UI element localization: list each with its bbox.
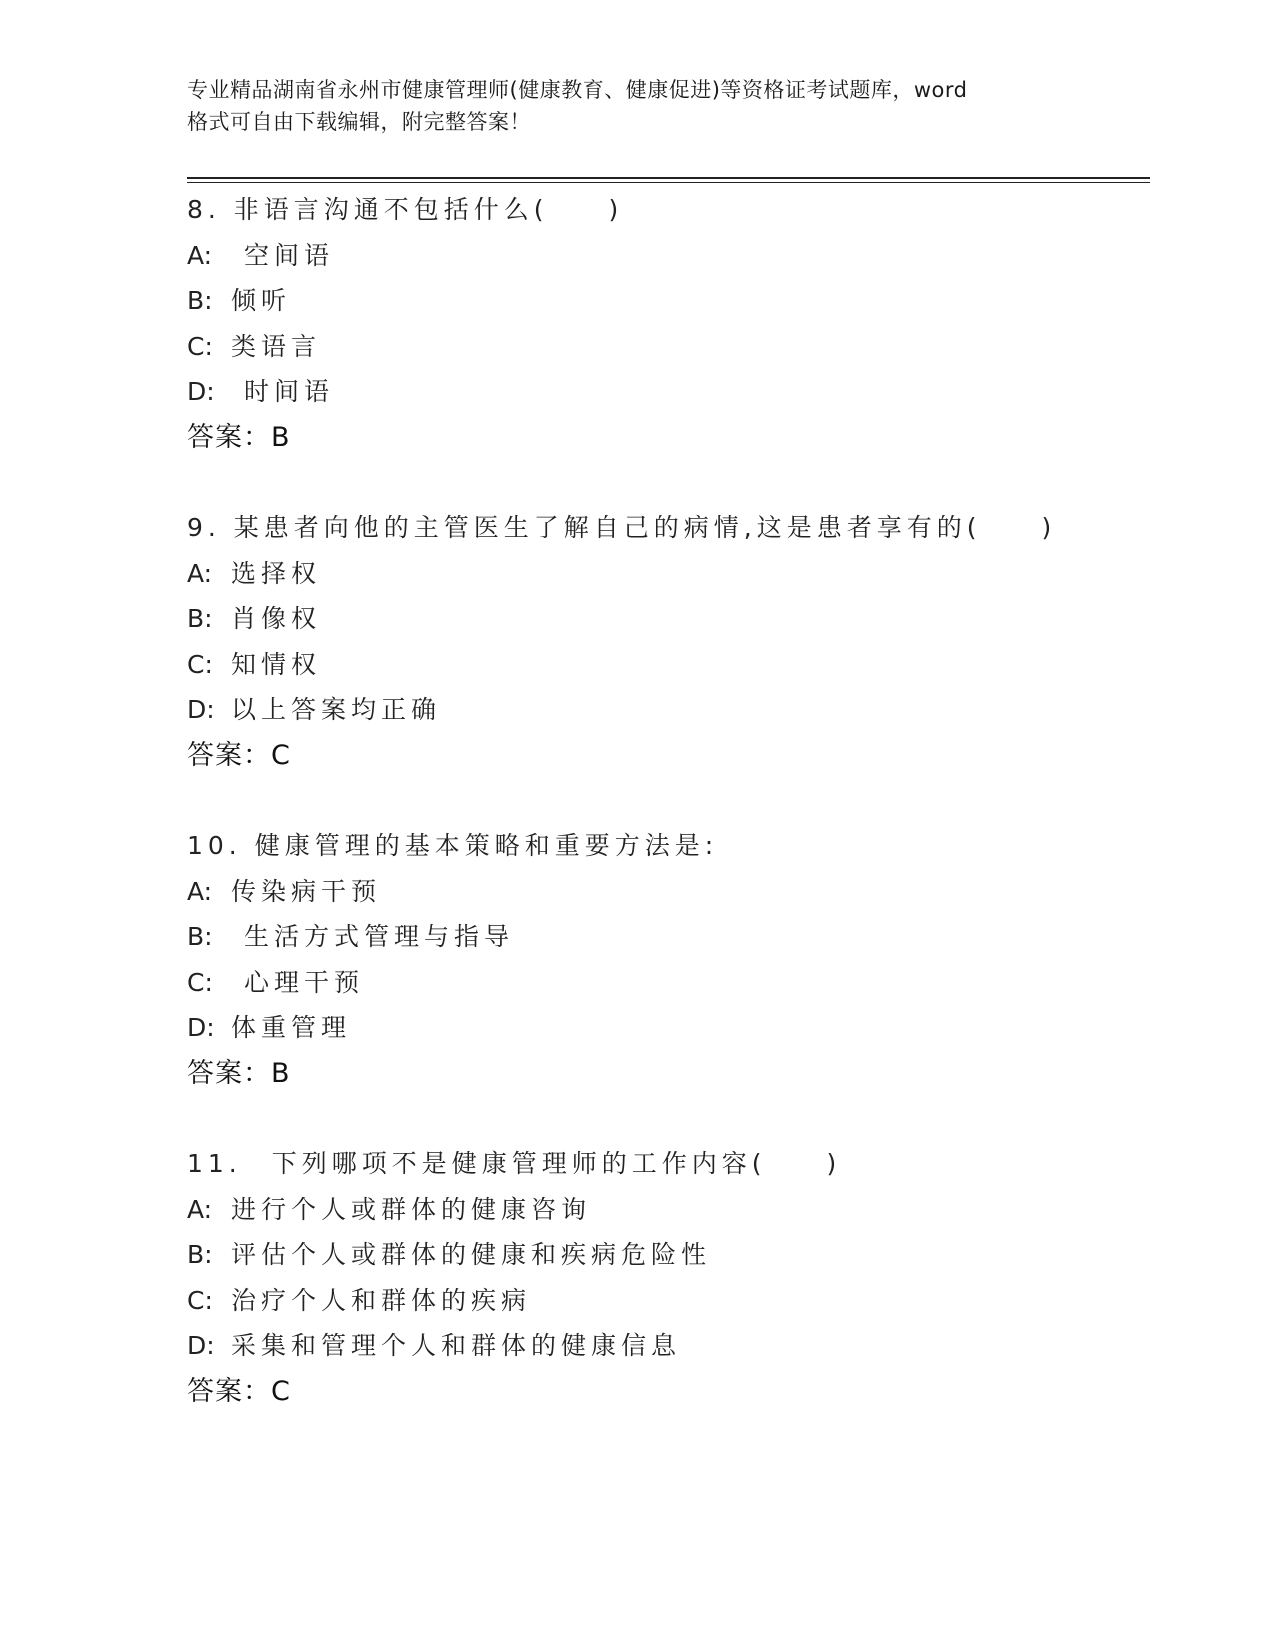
option-letter: A: xyxy=(187,1194,213,1224)
question-block xyxy=(187,187,1187,461)
question-block xyxy=(187,823,1187,1097)
option-a xyxy=(187,869,1187,915)
option-text: 倾听 xyxy=(231,286,292,316)
option-letter: B: xyxy=(187,604,213,634)
option-letter: C: xyxy=(187,649,213,679)
header-divider-thick xyxy=(187,177,1150,179)
option-c xyxy=(187,642,1187,688)
option-text: 空间语 xyxy=(231,240,334,270)
option-text: 时间语 xyxy=(231,377,334,407)
option-text: 以上答案均正确 xyxy=(231,695,442,725)
answer-label: 答案：C xyxy=(187,739,291,771)
option-b xyxy=(187,596,1187,642)
option-letter: A: xyxy=(187,876,213,906)
option-letter: B: xyxy=(187,1240,213,1270)
option-letter: D: xyxy=(187,377,215,407)
answer-label: 答案：B xyxy=(187,421,291,453)
option-c xyxy=(187,960,1187,1006)
option-text: 肖像权 xyxy=(231,604,322,634)
option-d xyxy=(187,369,1187,415)
header-line-1: 专业精品湖南省永州市健康管理师(健康教育、健康促进)等资格证考试题库，word xyxy=(187,78,968,102)
option-d xyxy=(187,1005,1187,1051)
option-text: 生活方式管理与指导 xyxy=(231,922,514,952)
answer-label: 答案：B xyxy=(187,1057,291,1089)
option-d xyxy=(187,1323,1187,1369)
option-a xyxy=(187,551,1187,597)
question-title: 8. 非语言沟通不包括什么( ) xyxy=(187,195,624,224)
option-c xyxy=(187,324,1187,370)
option-d xyxy=(187,687,1187,733)
option-text: 采集和管理个人和群体的健康信息 xyxy=(231,1331,682,1361)
option-text: 心理干预 xyxy=(231,967,364,997)
option-letter: C: xyxy=(187,1285,213,1315)
option-b xyxy=(187,914,1187,960)
option-text: 选择权 xyxy=(231,558,322,588)
option-text: 体重管理 xyxy=(231,1013,352,1043)
option-letter: C: xyxy=(187,331,213,361)
header-line-2: 格式可自由下载编辑，附完整答案！ xyxy=(187,110,531,134)
option-b xyxy=(187,1232,1187,1278)
option-c xyxy=(187,1278,1187,1324)
document-header xyxy=(187,74,1087,138)
option-text: 传染病干预 xyxy=(231,876,382,906)
option-text: 进行个人或群体的健康咨询 xyxy=(231,1194,592,1224)
option-letter: D: xyxy=(187,1013,215,1043)
option-text: 知情权 xyxy=(231,649,322,679)
option-letter: B: xyxy=(187,922,213,952)
question-block xyxy=(187,1141,1187,1415)
option-text: 类语言 xyxy=(231,331,322,361)
option-letter: D: xyxy=(187,1331,215,1361)
option-letter: C: xyxy=(187,967,213,997)
option-b xyxy=(187,278,1187,324)
option-letter: A: xyxy=(187,558,213,588)
option-letter: A: xyxy=(187,240,213,270)
question-block xyxy=(187,505,1187,779)
header-divider-thin xyxy=(187,182,1150,183)
question-title: 11. 下列哪项不是健康管理师的工作内容( ) xyxy=(187,1149,842,1178)
option-text: 评估个人或群体的健康和疾病危险性 xyxy=(231,1240,712,1270)
option-text: 治疗个人和群体的疾病 xyxy=(231,1285,532,1315)
option-a xyxy=(187,1187,1187,1233)
question-title: 9. 某患者向他的主管医生了解自己的病情,这是患者享有的( ) xyxy=(187,513,1057,542)
answer-label: 答案：C xyxy=(187,1375,291,1407)
question-title: 10. 健康管理的基本策略和重要方法是: xyxy=(187,831,719,860)
option-letter: D: xyxy=(187,695,215,725)
option-a xyxy=(187,233,1187,279)
option-letter: B: xyxy=(187,286,213,316)
